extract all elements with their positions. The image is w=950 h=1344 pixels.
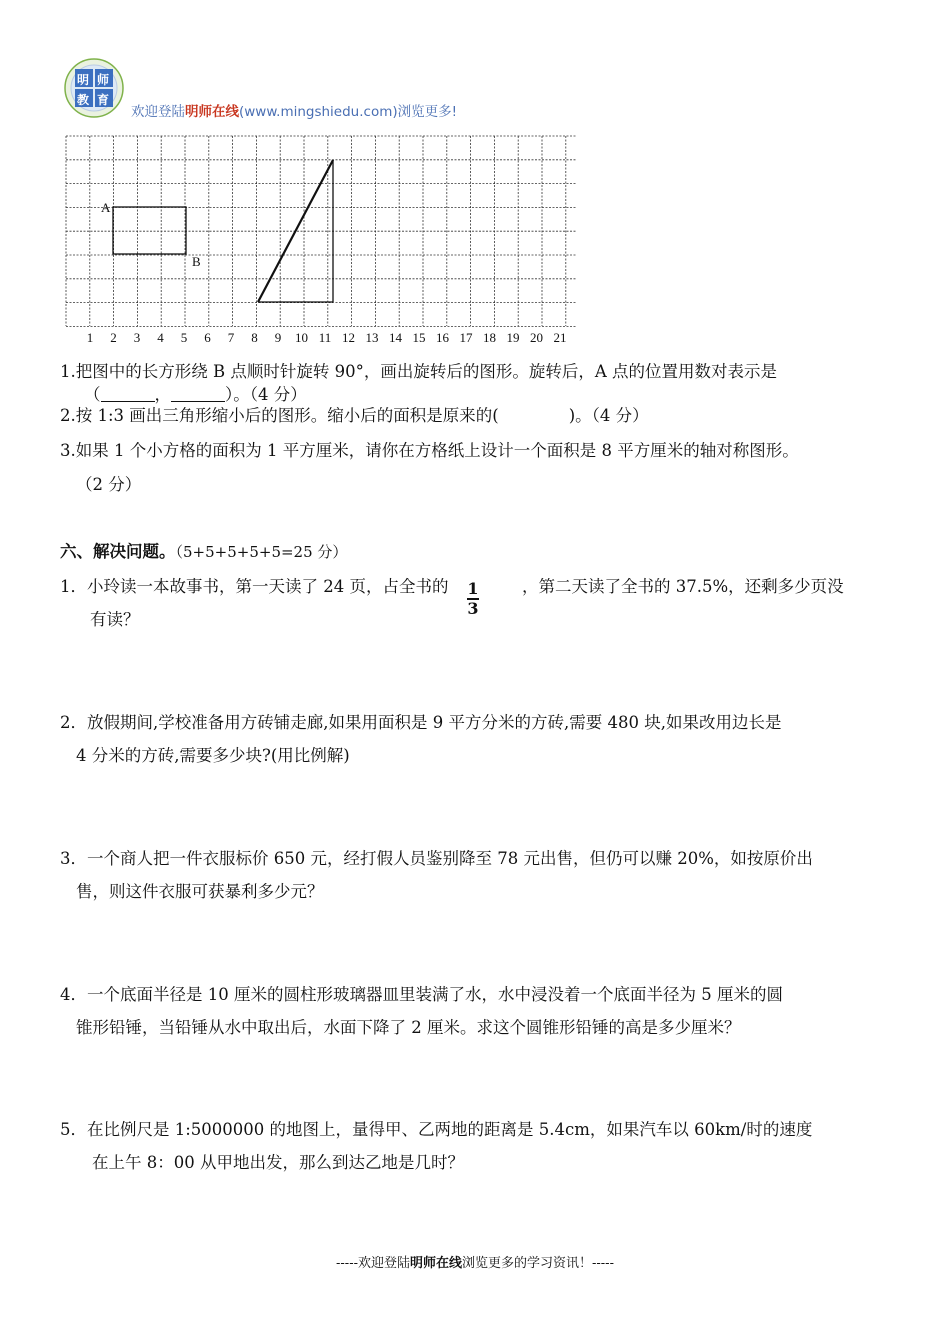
problem2-line1: 2．放假期间,学校准备用方砖铺走廊,如果用面积是 9 平方分米的方砖,需要 480 块,如果改用边长是: [60, 713, 782, 732]
site-logo: [60, 58, 128, 118]
footer-prefix: -----欢迎登陆: [336, 1256, 410, 1271]
site-banner[interactable]: [131, 100, 457, 120]
logo-char: 育: [97, 93, 110, 107]
x-tick-label: 11: [318, 330, 332, 345]
x-tick-label: 19: [506, 330, 520, 345]
page-footer: [0, 1252, 950, 1271]
fraction-denominator: 3: [467, 599, 479, 618]
q3-line2: （2 分）: [76, 475, 142, 494]
x-tick-label: 1: [86, 330, 94, 345]
q1-open: （: [84, 385, 101, 404]
x-tick-label: 4: [157, 330, 164, 345]
point-a-label: A: [101, 200, 111, 215]
footer-suffix: 浏览更多的学习资讯！-----: [462, 1256, 614, 1271]
grid-figure: [60, 130, 590, 350]
logo-char: 教: [77, 93, 90, 107]
problem1-fraction: [464, 580, 482, 618]
footer-brand: 明师在线: [409, 1256, 462, 1271]
x-tick-label: 15: [412, 330, 426, 345]
x-tick-label: 3: [133, 330, 141, 345]
problem5-line1: 5．在比例尺是 1:5000000 的地图上，量得甲、乙两地的距离是 5.4cm，如果汽车以 60km/时的速度: [60, 1120, 813, 1139]
problem1-line2: 有读？: [90, 610, 140, 629]
x-tick-label: 14: [389, 330, 402, 345]
x-tick-label: 18: [483, 330, 496, 345]
banner-brand: 明师在线: [185, 104, 239, 120]
x-tick-label: 21: [553, 330, 567, 345]
x-tick-label: 13: [365, 330, 379, 345]
problem3-line2: 售，则这件衣服可获暴利多少元？: [76, 882, 324, 901]
problem1-line1b: ，第二天读了全书的 37.5%，还剩多少页没: [522, 577, 844, 596]
section6-heading: [60, 542, 347, 562]
q3-line1: 3.如果 1 个小方格的面积为 1 平方厘米，请你在方格纸上设计一个面积是 8 平方厘米的轴对称图形。: [60, 441, 799, 460]
x-tick-label: 12: [342, 330, 355, 345]
x-tick-label: 10: [295, 330, 308, 345]
problem5-line2: 在上午 8：00 从甲地出发，那么到达乙地是几时？: [92, 1153, 464, 1172]
problem3-line1: 3．一个商人把一件衣服标价 650 元，经打假人员鉴别降至 78 元出售，但仍可以赚 20%，如按原价出: [60, 849, 813, 868]
x-tick-label: 2: [110, 330, 117, 345]
q2-text: 2.按 1:3 画出三角形缩小后的图形。缩小后的面积是原来的(: [60, 406, 499, 425]
rectangle-shape: [113, 207, 186, 254]
banner-prefix: 欢迎登陆: [131, 104, 185, 120]
problem1-line1a: 1．小玲读一本故事书，第一天读了 24 页，占全书的: [60, 577, 449, 596]
q1-line1: 1.把图中的长方形绕 B 点顺时针旋转 90°，画出旋转后的图形。旋转后，A 点的位置用数对表示是: [60, 362, 778, 381]
q1-close: ）。（4 分）: [225, 385, 307, 404]
problem2-line2: 4 分米的方砖,需要多少块?(用比例解): [76, 746, 350, 765]
logo-char: 明: [77, 73, 90, 87]
logo-char: 师: [97, 73, 110, 87]
x-tick-label: 5: [180, 330, 188, 345]
fraction-numerator: 1: [467, 579, 479, 598]
point-b-label: B: [192, 254, 201, 269]
grid-paper: [60, 130, 590, 350]
q1-line2: [84, 385, 307, 405]
x-tick-label: 16: [436, 330, 449, 345]
x-tick-label: 9: [274, 330, 282, 345]
problem4-line1: 4．一个底面半径是 10 厘米的圆柱形玻璃器皿里装满了水，水中浸没着一个底面半径为 5 厘米的圆: [60, 985, 783, 1004]
coordinate-y-blank[interactable]: [171, 387, 225, 402]
section6-title: 六、解决问题。: [60, 542, 176, 561]
x-tick-label: 20: [530, 330, 543, 345]
q2-close: )。（4 分）: [568, 406, 649, 425]
x-tick-label: 8: [251, 330, 258, 345]
coordinate-x-blank[interactable]: [101, 387, 155, 402]
x-tick-label: 17: [459, 330, 473, 345]
q1-comma: ，: [154, 385, 171, 404]
q2-line: [60, 406, 649, 426]
problem4-line2: 锥形铅锤，当铅锤从水中取出后，水面下降了 2 厘米。求这个圆锥形铅锤的高是多少厘米？: [76, 1018, 741, 1037]
section6-score: （5+5+5+5+5=25 分）: [175, 543, 348, 561]
x-tick-label: 7: [227, 330, 235, 345]
x-tick-label: 6: [204, 330, 211, 345]
banner-suffix: 浏览更多!: [397, 104, 458, 120]
banner-url: (www.mingshiedu.com): [239, 104, 398, 120]
